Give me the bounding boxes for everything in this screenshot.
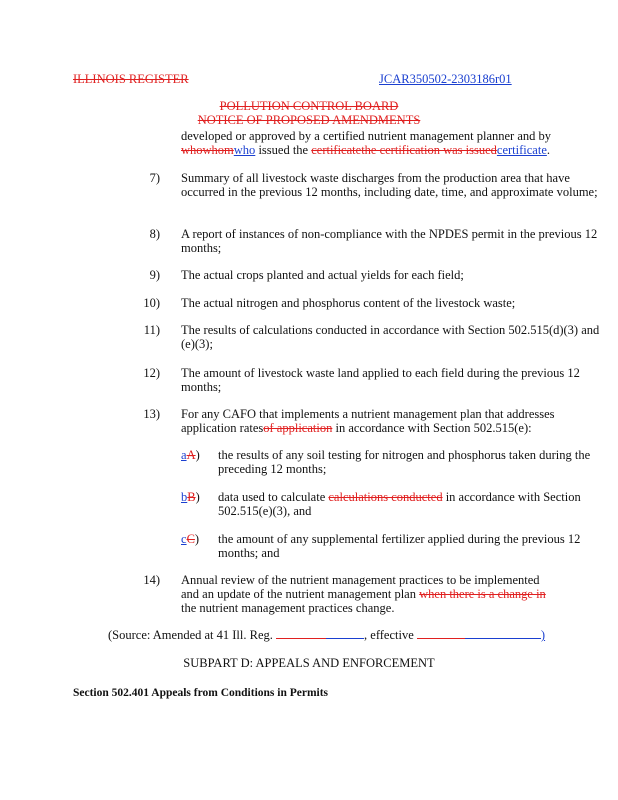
item13-line1: For any CAFO that implements a nutrient management plan that addresses [181,407,555,421]
subitem-label [181,532,199,547]
subitem-text: the results of any soil testing for nitrogen and phosphorus taken during the preceding 12 months; [218,448,591,476]
item13-text-a: application rates [181,421,264,435]
blank-deleted [276,628,326,639]
source-mid: , effective [364,628,417,642]
paren: ) [195,490,200,504]
agency-notice: NOTICE OF PROPOSED AMENDMENTS [197,113,421,127]
deleted-whom: whom [202,143,234,157]
source-suffix: ) [540,628,546,642]
subitem-label [181,448,200,463]
item14-text-a: and an update of the nutrient management plan [181,587,420,601]
item14-line1: Annual review of the nutrient management practices to be implemented [181,573,540,587]
item13-line2 [181,421,601,435]
section-heading: Section 502.401 Appeals from Conditions in Permits [73,687,329,699]
item14-line2 [181,587,601,601]
continuation-paragraph [181,129,601,157]
inserted-certificate: certificate [496,143,547,157]
continuation-line1: developed or approved by a certified nutrient management planner and by [181,129,551,143]
deleted-letter: B [187,490,196,504]
item14-line3: the nutrient management practices change. [181,601,395,615]
blank-deleted [417,628,465,639]
list-item-14 [181,573,601,615]
deleted-letter: C [186,532,195,546]
paren: ) [195,448,200,462]
deleted-certification: the certification was issued [361,143,497,157]
item-number: 12) [143,366,160,380]
paren: ) [194,532,200,546]
list-item: A report of instances of non-compliance with the NPDES permit in the previous 12 months; [181,227,598,255]
issued-the-text: issued the [255,143,312,157]
item-number: 10) [143,296,160,310]
register-heading: ILLINOIS REGISTER [73,72,189,86]
item-number: 11) [143,323,160,337]
subitem-text-a: data used to calculate [218,490,329,504]
list-item: The actual crops planted and actual yields for each field; [181,268,464,282]
list-item-13 [181,407,601,435]
inserted-letter: c [181,532,187,546]
subitem-text-b: in accordance with Section 502.515(e)(3), and [218,490,581,518]
item-number: 13) [143,407,160,421]
subitem-text [218,490,603,518]
deleted-who: who [181,143,203,157]
deleted-certificate: certificate [311,143,362,157]
blank-inserted [465,628,541,639]
item13-text-b: in accordance with Section 502.515(e): [332,421,532,435]
item-number: 8) [149,227,160,241]
blank-inserted [326,628,364,639]
inserted-who: who [233,143,256,157]
inserted-letter: a [181,448,187,462]
deleted-when-there-is: when there is a change in [419,587,546,601]
list-item: The amount of livestock waste land applied to each field during the previous 12 months; [181,366,580,394]
source-note [108,628,545,643]
item-number: 14) [143,573,160,587]
subitem-label [181,490,200,505]
item-number: 7) [149,171,160,185]
subitem-text: the amount of any supplemental fertilizer applied during the previous 12 months; and [218,532,581,560]
agency-board: POLLUTION CONTROL BOARD [219,99,399,113]
list-item: Summary of all livestock waste discharges from the production area that have occurred in the previous 12 months, including date, time, and approximate volume; [181,171,598,199]
period-text: . [546,143,550,157]
subpart-heading: SUBPART D: APPEALS AND ENFORCEMENT [183,656,435,670]
jcar-code: JCAR350502-2303186r01 [379,72,512,86]
inserted-letter: b [181,490,188,504]
deleted-letter: A [186,448,196,462]
deleted-calculations: calculations conducted [328,490,443,504]
item-number: 9) [149,268,160,282]
list-item: The results of calculations conducted in accordance with Section 502.515(d)(3) and (e)(3); [181,323,600,351]
deleted-of-application: of application [263,421,333,435]
list-item: The actual nitrogen and phosphorus content of the livestock waste; [181,296,516,310]
continuation-line2 [181,143,601,157]
source-prefix: (Source: Amended at 41 Ill. Reg. [108,628,277,642]
